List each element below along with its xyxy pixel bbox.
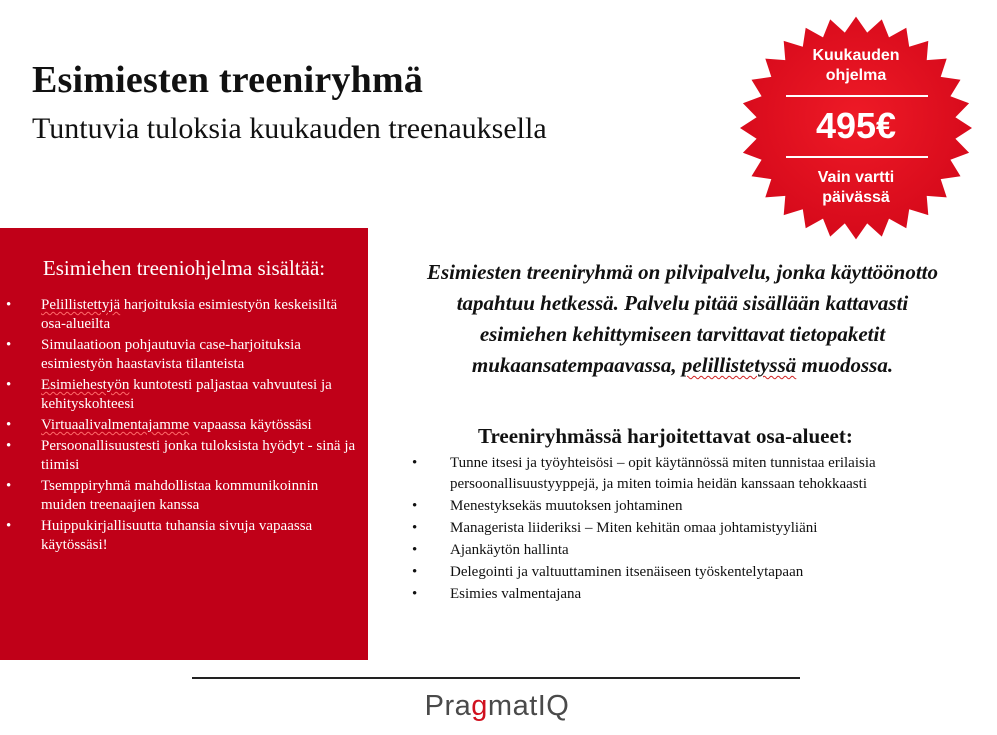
program-item: [0, 416, 368, 435]
program-item: [0, 376, 368, 414]
badge-bottom-line1: Vain vartti: [817, 169, 895, 186]
badge-price: 495€: [815, 105, 897, 146]
logo-part2: matIQ: [487, 690, 570, 722]
logo-accent: g: [471, 690, 488, 722]
program-item-lead: Esimiehestyön: [41, 377, 130, 393]
program-item-text: kuntotesti paljastaa vahvuutesi ja kehityskohteesi: [41, 377, 332, 412]
intro-paragraph: [420, 257, 945, 381]
footer-divider: [192, 677, 800, 679]
program-item: [0, 517, 368, 555]
intro-text-before: Esimiesten treeniryhmä on pilvipalvelu, jonka käyttöönotto tapahtuu hetkessä. Palvelu pitää sisällään kattavasti esimiehen kehittymiseen tarvittavat tietopaketit mukaansatempaavassa,: [426, 260, 939, 377]
badge-bottom-text: [728, 168, 984, 208]
program-item-text: Tsemppiryhmä mahdollistaa kommunikoinnin muiden treenaajien kanssa: [41, 478, 319, 513]
badge-bottom-line2: päivässä: [822, 189, 890, 206]
program-item-text: Simulaatioon pohjautuvia case-harjoituksia esimiestyön haastavista tilanteista: [41, 337, 301, 372]
page-title: Esimiesten treeniryhmä: [32, 59, 424, 101]
program-item: [0, 296, 368, 334]
program-list: [0, 296, 368, 557]
program-item-lead: Pelillistettyjä: [41, 297, 121, 313]
badge-divider-top: [786, 95, 928, 97]
program-item: [0, 336, 368, 374]
program-item-lead: Virtuaalivalmentajamme: [41, 417, 190, 433]
badge-top-line2: ohjelma: [825, 67, 887, 84]
program-item-text: vapaassa käytössäsi: [189, 417, 312, 433]
program-heading: Esimiehen treeniohjelma sisältää:: [42, 256, 326, 280]
program-item-text: Huippukirjallisuutta tuhansia sivuja vapaassa käytössäsi!: [41, 518, 313, 553]
price-badge: [728, 10, 984, 246]
pragmatiq-logo: [412, 690, 582, 723]
area-item: • Tunne itsesi ja työyhteisösi – opit käytännössä miten tunnistaa erilaisia persoonallisuustyyppejä, ja miten toimia heidän kanssaan tehokkaasti: [412, 453, 952, 495]
program-item-text: Persoonallisuustesti jonka tuloksista hyödyt - sinä ja tiimisi: [41, 438, 356, 473]
badge-divider-bottom: [786, 156, 928, 158]
area-item: • Menestyksekäs muutoksen johtaminen: [412, 496, 952, 517]
badge-top-line1: Kuukauden: [812, 47, 900, 64]
areas-list: [412, 453, 952, 606]
area-item: • Managerista liideriksi – Miten kehitän omaa johtamistyyliäni: [412, 518, 952, 539]
intro-text-after: muodossa.: [796, 353, 894, 377]
page-subtitle: Tuntuvia tuloksia kuukauden treenauksella: [32, 112, 547, 145]
program-panel: [0, 228, 368, 660]
intro-highlight: pelillistetyssä: [681, 353, 797, 377]
area-item: • Ajankäytön hallinta: [412, 540, 952, 561]
areas-heading: Treeniryhmässä harjoitettavat osa-alueet:: [478, 424, 853, 448]
program-item-text: harjoituksia esimiestyön keskeisiltä osa-alueilta: [41, 297, 338, 332]
program-item: [0, 477, 368, 515]
program-item: [0, 437, 368, 475]
area-item: • Delegointi ja valtuuttaminen itsenäiseen työskentelytapaan: [412, 562, 952, 583]
logo-part1: Pra: [424, 690, 472, 722]
badge-top-text: [728, 46, 984, 86]
area-item: • Esimies valmentajana: [412, 584, 952, 605]
